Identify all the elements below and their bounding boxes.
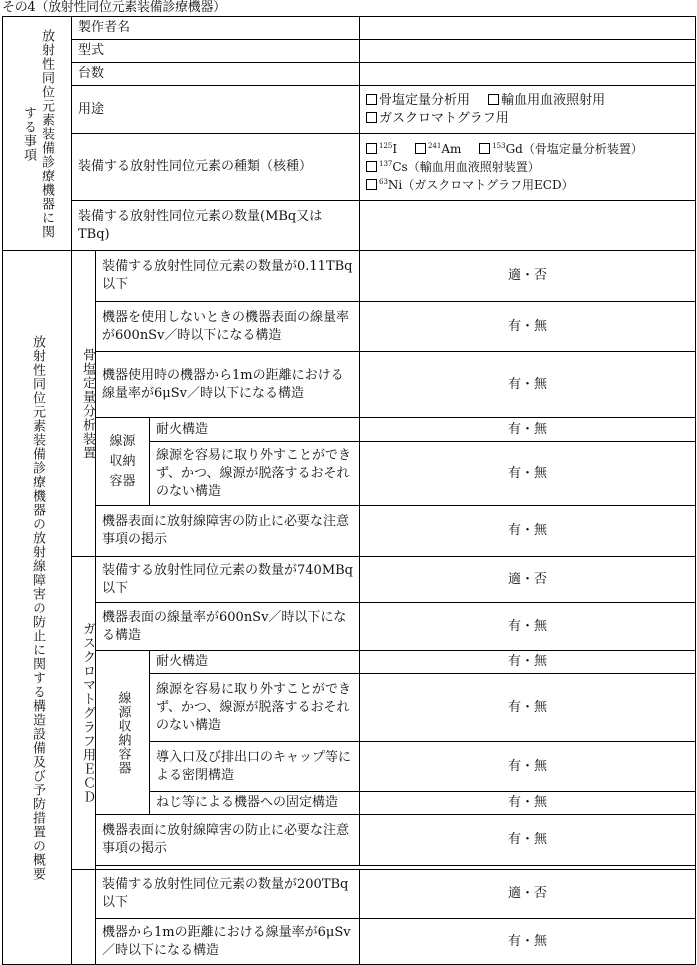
checkbox-icon[interactable] bbox=[366, 161, 377, 172]
ecd-fireproof-result[interactable]: 有・無 bbox=[360, 651, 696, 674]
ecd-screw-result[interactable]: 有・無 bbox=[360, 792, 696, 815]
bone-1m-text: 機器使用時の機器から1mの距離における線量率が6μSv／時以下になる構造 bbox=[96, 352, 360, 418]
ecd-container-cell bbox=[96, 651, 150, 815]
ecd-cap-result[interactable]: 有・無 bbox=[360, 742, 696, 792]
ecd-fireproof-text: 耐火構造 bbox=[150, 651, 360, 674]
nuclide-option-gd153[interactable]: $^{153}$Gd（骨塩定量分析装置） bbox=[479, 142, 643, 156]
ecd-surface-row bbox=[3, 603, 696, 651]
bone-activity-text: 装備する放射性同位元素の数量が0.11TBq以下 bbox=[96, 251, 360, 302]
nuclide-row bbox=[3, 134, 696, 201]
bone-activity-result[interactable]: 適・否 bbox=[360, 251, 696, 302]
bone-surface-row bbox=[3, 302, 696, 352]
purpose-options bbox=[360, 86, 696, 134]
activity-label: 装備する放射性同位元素の数量(MBq又はTBq) bbox=[72, 201, 360, 251]
nuclide-option-ni63[interactable]: $^{63}$Ni（ガスクロマトグラフ用ECD） bbox=[366, 178, 574, 192]
blood-1m-row bbox=[3, 919, 696, 965]
bone-fireproof-row bbox=[3, 418, 696, 442]
bone-notice-row bbox=[3, 506, 696, 557]
nuclide-options bbox=[360, 134, 696, 201]
ecd-notice-text: 機器表面に放射線障害の防止に必要な注意事項の掲示 bbox=[96, 815, 360, 866]
bone-1m-result[interactable]: 有・無 bbox=[360, 352, 696, 418]
section2-heading-cell bbox=[3, 251, 72, 965]
purpose-option-bone[interactable]: 骨塩定量分析用 bbox=[366, 93, 470, 108]
bone-notice-text: 機器表面に放射線障害の防止に必要な注意事項の掲示 bbox=[96, 506, 360, 557]
blood-activity-text: 装備する放射性同位元素の数量が200TBq以下 bbox=[96, 870, 360, 919]
ecd-notice-result[interactable]: 有・無 bbox=[360, 815, 696, 866]
bone-notice-result[interactable]: 有・無 bbox=[360, 506, 696, 557]
bone-heading-cell bbox=[72, 251, 96, 557]
ecd-heading: ガスクロマトグラフ用ＥＣＤ bbox=[80, 622, 95, 804]
bone-container-cell bbox=[96, 418, 150, 506]
bone-1m-row bbox=[3, 352, 696, 418]
blood-activity-result[interactable]: 適・否 bbox=[360, 870, 696, 919]
model-field[interactable] bbox=[360, 40, 696, 63]
checkbox-icon[interactable] bbox=[366, 112, 377, 123]
units-field[interactable] bbox=[360, 63, 696, 86]
blood-1m-result[interactable]: 有・無 bbox=[360, 919, 696, 965]
blood-heading-cell bbox=[72, 870, 96, 965]
bone-surface-result[interactable]: 有・無 bbox=[360, 302, 696, 352]
checkbox-icon[interactable] bbox=[366, 179, 377, 190]
ecd-heading-cell bbox=[72, 557, 96, 870]
activity-field[interactable] bbox=[360, 201, 696, 251]
bone-activity-row bbox=[3, 251, 696, 302]
bone-fixed-result[interactable]: 有・無 bbox=[360, 442, 696, 506]
checkbox-icon[interactable] bbox=[415, 143, 426, 154]
ecd-activity-result[interactable]: 適・否 bbox=[360, 557, 696, 603]
section2-heading: 放射性同位元素装備診療機器の放射線障害の防止に関する構造設備及び予防措置の概要 bbox=[30, 334, 45, 881]
manufacturer-field[interactable] bbox=[360, 17, 696, 40]
checkbox-icon[interactable] bbox=[366, 143, 377, 154]
ecd-surface-result[interactable]: 有・無 bbox=[360, 603, 696, 651]
section1-heading: 放射性同位元素装備診療機器に関する事項 bbox=[21, 28, 54, 239]
blood-activity-row bbox=[3, 870, 696, 919]
blood-1m-text: 機器から1mの距離における線量率が6μSv／時以下になる構造 bbox=[96, 919, 360, 965]
purpose-label: 用途 bbox=[72, 86, 360, 134]
ecd-fixed-result[interactable]: 有・無 bbox=[360, 674, 696, 742]
checkbox-icon[interactable] bbox=[479, 143, 490, 154]
ecd-screw-text: ねじ等による機器への固定構造 bbox=[150, 792, 360, 815]
section1-heading-cell bbox=[3, 17, 72, 251]
ecd-activity-row bbox=[3, 557, 696, 603]
ecd-surface-text: 機器表面の線量率が600nSv／時以下になる構造 bbox=[96, 603, 360, 651]
bone-surface-text: 機器を使用しないときの機器表面の線量率が600nSv／時以下になる構造 bbox=[96, 302, 360, 352]
purpose-row bbox=[3, 86, 696, 134]
bone-fireproof-text: 耐火構造 bbox=[150, 418, 360, 442]
nuclide-option-i125[interactable]: $^{125}$I bbox=[366, 142, 397, 156]
ecd-fixed-text: 線源を容易に取り外すことができず、かつ、線源が脱落するおそれのない構造 bbox=[150, 674, 360, 742]
purpose-option-blood[interactable]: 輸血用血液照射用 bbox=[488, 93, 605, 108]
nuclide-label: 装備する放射性同位元素の種類（核種） bbox=[72, 134, 360, 201]
ecd-activity-text: 装備する放射性同位元素の数量が740MBq以下 bbox=[96, 557, 360, 603]
units-label: 台数 bbox=[72, 63, 360, 86]
model-row bbox=[3, 40, 696, 63]
purpose-option-gc[interactable]: ガスクロマトグラフ用 bbox=[366, 111, 509, 126]
manufacturer-row bbox=[3, 17, 696, 40]
checkbox-icon[interactable] bbox=[366, 94, 377, 105]
ecd-container-label: 線源収納容器 bbox=[115, 690, 131, 775]
nuclide-option-am241[interactable]: $^{241}$Am bbox=[415, 142, 461, 156]
ecd-cap-text: 導入口及び排出口のキャップ等による密閉構造 bbox=[150, 742, 360, 792]
manufacturer-label: 製作者名 bbox=[72, 17, 360, 40]
ecd-fireproof-row bbox=[3, 651, 696, 674]
model-label: 型式 bbox=[72, 40, 360, 63]
nuclide-option-cs137[interactable]: $^{137}$Cs（輸血用血液照射装置） bbox=[366, 160, 540, 174]
bone-fixed-text: 線源を容易に取り外すことができず、かつ、線源が脱落するおそれのない構造 bbox=[150, 442, 360, 506]
activity-row bbox=[3, 201, 696, 251]
checkbox-icon[interactable] bbox=[488, 94, 499, 105]
quantity-row bbox=[3, 63, 696, 86]
page-title: その4（放射性同位元素装備診療機器） bbox=[2, 0, 226, 15]
bone-heading: 骨塩定量分析装置 bbox=[80, 347, 95, 460]
ecd-notice-row bbox=[3, 815, 696, 866]
bone-fireproof-result[interactable]: 有・無 bbox=[360, 418, 696, 442]
device-form-table bbox=[2, 16, 696, 965]
bone-container-label: 線源収納容器 bbox=[109, 433, 136, 489]
